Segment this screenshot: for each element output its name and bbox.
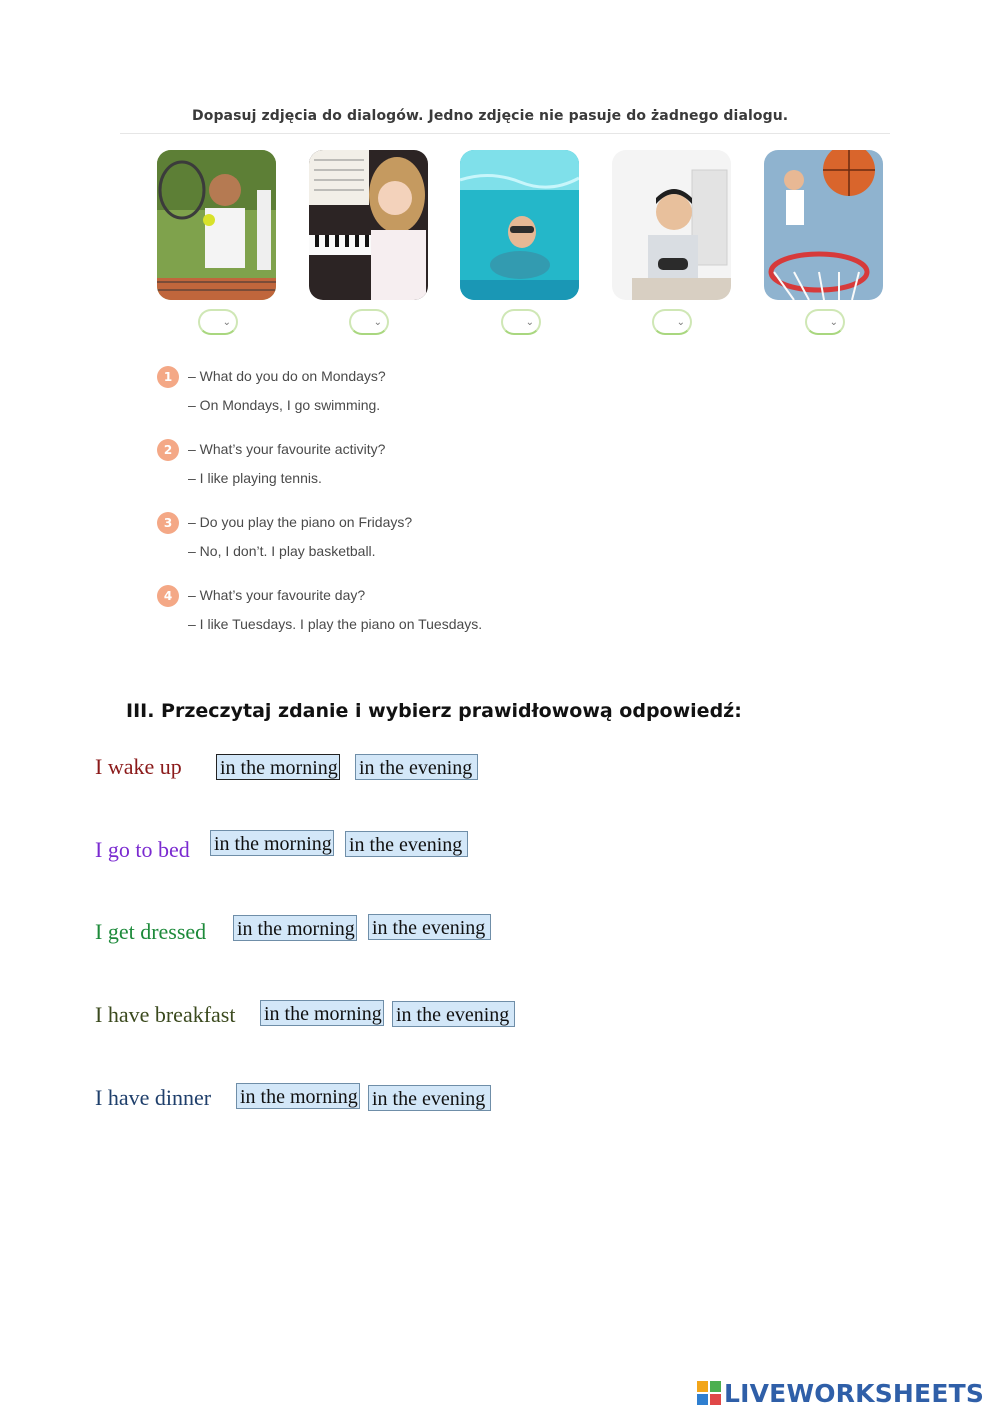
video-games-photo-icon xyxy=(612,150,731,300)
option-morning-3[interactable]: in the morning xyxy=(233,915,357,941)
dialogue-question-2: – What’s your favourite activity? xyxy=(188,441,386,457)
instruction: Dopasuj zdjęcia do dialogów. Jedno zdjęcie nie pasuje do żadnego dialogu. xyxy=(192,108,789,124)
chevron-down-icon: ⌄ xyxy=(222,316,231,328)
dialogue-number-1: 1 xyxy=(157,366,179,388)
dialogue-number-3: 3 xyxy=(157,512,179,534)
photo-select-2[interactable] xyxy=(349,309,389,335)
chevron-down-icon: ⌄ xyxy=(829,316,838,328)
dialogue-number-2: 2 xyxy=(157,439,179,461)
basketball-photo-icon xyxy=(764,150,883,300)
photo-piano xyxy=(309,150,428,300)
dialogue-answer-3: – No, I don’t. I play basketball. xyxy=(188,543,376,559)
option-evening-2[interactable]: in the evening xyxy=(345,831,468,857)
option-morning-5[interactable]: in the morning xyxy=(236,1083,360,1109)
photo-select-1[interactable] xyxy=(198,309,238,335)
divider xyxy=(120,133,890,134)
option-morning-2[interactable]: in the morning xyxy=(210,830,334,856)
sentence-5: I have dinner xyxy=(95,1085,212,1110)
sentence-3: I get dressed xyxy=(95,919,207,944)
photo-select-5[interactable] xyxy=(805,309,845,335)
option-evening-5[interactable]: in the evening xyxy=(368,1085,491,1111)
logo-icon xyxy=(697,1381,721,1405)
dialogue-answer-1: – On Mondays, I go swimming. xyxy=(188,397,381,413)
option-evening-3[interactable]: in the evening xyxy=(368,914,491,940)
photo-basketball xyxy=(764,150,883,300)
sentence-4: I have breakfast xyxy=(95,1002,236,1027)
option-morning-4[interactable]: in the morning xyxy=(260,1000,384,1026)
sentence-2: I go to bed xyxy=(95,837,190,862)
logo-text: LIVEWORKSHEETS xyxy=(724,1378,985,1408)
chevron-down-icon: ⌄ xyxy=(676,316,685,328)
liveworksheets-logo xyxy=(697,1378,984,1408)
dialogue-question-4: – What’s your favourite day? xyxy=(188,587,366,603)
option-evening-4[interactable]: in the evening xyxy=(392,1001,515,1027)
photo-select-3[interactable] xyxy=(501,309,541,335)
swimming-photo-icon xyxy=(460,150,579,300)
tennis-photo-icon xyxy=(157,150,276,300)
chevron-down-icon: ⌄ xyxy=(525,316,534,328)
piano-photo-icon xyxy=(309,150,428,300)
dialogue-question-1: – What do you do on Mondays? xyxy=(188,368,386,384)
photo-swimming xyxy=(460,150,579,300)
dialogue-number-4: 4 xyxy=(157,585,179,607)
photo-video-games xyxy=(612,150,731,300)
dialogue-answer-4: – I like Tuesdays. I play the piano on Tuesdays. xyxy=(188,616,483,632)
option-morning-1[interactable]: in the morning xyxy=(216,754,340,780)
option-evening-1[interactable]: in the evening xyxy=(355,754,478,780)
dialogue-question-3: – Do you play the piano on Fridays? xyxy=(188,514,413,530)
photo-tennis xyxy=(157,150,276,300)
sentence-1: I wake up xyxy=(95,754,182,779)
section-title: III. Przeczytaj zdanie i wybierz prawidłowową odpowiedź: xyxy=(126,700,742,722)
chevron-down-icon: ⌄ xyxy=(373,316,382,328)
photo-select-4[interactable] xyxy=(652,309,692,335)
dialogue-answer-2: – I like playing tennis. xyxy=(188,470,322,486)
